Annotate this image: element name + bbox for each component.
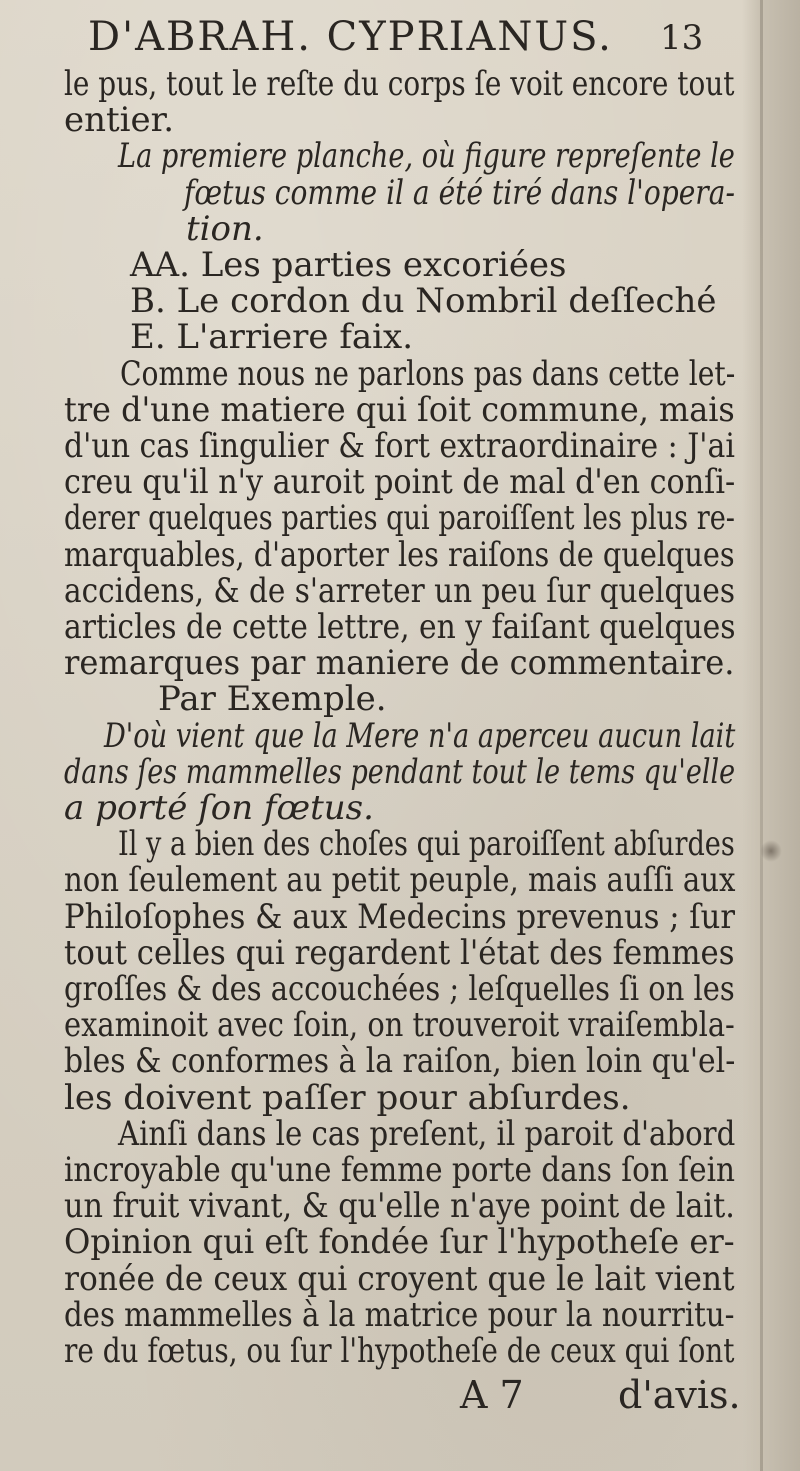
- text-line: marquables, d'aporter les raiſons de quelques: [64, 535, 735, 575]
- text-line: Ainſi dans le cas preſent, il paroit d'abord: [118, 1114, 736, 1154]
- text-line: le pus, tout le reſte du corps ſe voit encore tout: [64, 64, 735, 104]
- text-line: fœtus comme il a été tiré dans l'opera-: [184, 173, 735, 213]
- text-line: d'un cas ſingulier & fort extraordinaire : J'ai: [64, 426, 735, 466]
- text-line: Opinion qui eſt fondée ſur l'hypotheſe er-: [64, 1222, 735, 1262]
- legend-item: B. Le cordon du Nombril deſſeché: [130, 281, 717, 321]
- text-line: Il y a bien des choſes qui paroiſſent abſurdes: [118, 824, 735, 864]
- gutter-shadow: [760, 0, 763, 1471]
- text-line: a porté ſon fœtus.: [64, 788, 374, 828]
- text-line: Comme nous ne parlons pas dans cette let-: [120, 354, 736, 394]
- text-line: incroyable qu'une femme porte dans ſon ſein: [64, 1150, 736, 1190]
- text-line: un fruit vivant, & qu'elle n'aye point de lait.: [64, 1186, 735, 1226]
- text-line: derer quelques parties qui paroiſſent les plus re-: [64, 498, 735, 538]
- text-line: remarques par maniere de commentaire.: [64, 643, 735, 683]
- signature-mark: A 7: [460, 1373, 524, 1417]
- text-line: ronée de ceux qui croyent que le lait vient: [64, 1259, 735, 1299]
- text-line: articles de cette lettre, en y faiſant quelques: [64, 607, 736, 647]
- text-line: entier.: [64, 100, 175, 140]
- text-line: bles & conformes à la raiſon, bien loin qu'el-: [64, 1041, 736, 1081]
- ink-stain: [760, 840, 782, 862]
- text-line: examinoit avec ſoin, on trouveroit vraiſembla-: [64, 1005, 735, 1045]
- text-line: tion.: [186, 209, 264, 249]
- text-line: des mammelles à la matrice pour la nourritu-: [64, 1295, 735, 1335]
- page-gutter: [742, 0, 800, 1471]
- section-heading: Par Exemple.: [158, 679, 387, 719]
- text-line: La premiere planche, où figure repreſente le: [118, 136, 735, 176]
- text-line: les doivent paſſer pour abſurdes.: [64, 1078, 631, 1118]
- text-line: tre d'une matiere qui ſoit commune, mais: [64, 390, 735, 430]
- catchword: d'avis.: [618, 1373, 741, 1417]
- text-line: dans ſes mammelles pendant tout le tems qu'elle: [64, 752, 736, 792]
- running-title: D'ABRAH. CYPRIANUS.: [88, 14, 613, 60]
- text-line: accidens, & de s'arreter un peu ſur quelques: [64, 571, 735, 611]
- text-line: non ſeulement au petit peuple, mais auſſi aux: [64, 860, 736, 900]
- text-line: creu qu'il n'y auroit point de mal d'en conſi-: [64, 462, 736, 502]
- page-number: 13: [660, 18, 704, 58]
- text-line: D'où vient que la Mere n'a aperceu aucun lait: [104, 716, 736, 756]
- text-line: Philoſophes & aux Medecins prevenus ; ſur: [64, 897, 735, 937]
- text-line: re du fœtus, ou ſur l'hypotheſe de ceux qui ſont: [64, 1331, 735, 1371]
- legend-item: E. L'arriere faix.: [130, 317, 414, 357]
- legend-item: AA. Les parties excoriées: [130, 245, 567, 285]
- text-line: groſſes & des accouchées ; leſquelles ſi on les: [64, 969, 735, 1009]
- text-line: tout celles qui regardent l'état des femmes: [64, 933, 735, 973]
